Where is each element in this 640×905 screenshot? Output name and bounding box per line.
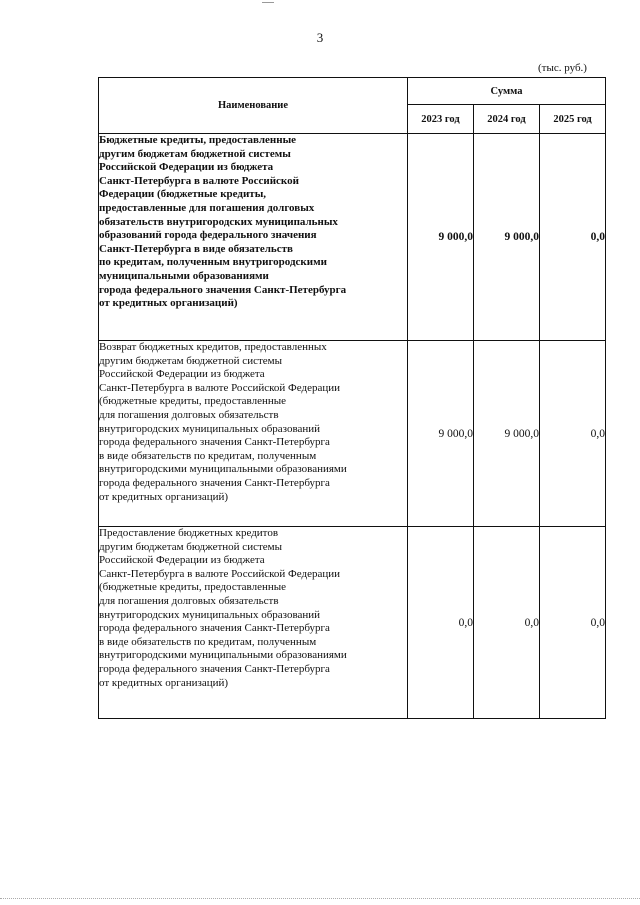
- value-2023: 9 000,0: [408, 341, 474, 527]
- value-2024: 9 000,0: [474, 341, 540, 527]
- table-header-row: [99, 78, 606, 105]
- table-row: [99, 134, 606, 341]
- row-name-cell: [99, 134, 408, 341]
- header-year-2023: 2023 год: [408, 105, 474, 134]
- page-number: 3: [316, 30, 324, 45]
- table-row: [99, 527, 606, 719]
- value-2023: 9 000,0: [408, 134, 474, 341]
- row-name-text: Возврат бюджетных кредитов, предоставленных другим бюджетам бюджетной системы Российской Федерации из бюджета Санкт-Петербурга в валюте Российской Федерации (бюджетные кредиты, предоставленные для погашения долговых обязательств внутригородских муниципальных образований города федерального значения Санкт-Петербурга в виде обязательств по кредитам, полученным внутригородскими муниципальными образованиями города федерального значения Санкт-Петербурга от кредитных организаций): [99, 341, 347, 503]
- row-name-cell: [99, 341, 408, 527]
- value-2025: 0,0: [540, 527, 606, 719]
- unit-note: (тыс. руб.): [538, 62, 587, 74]
- row-name-cell: [99, 527, 408, 719]
- header-sum: Сумма: [408, 78, 606, 105]
- value-2024: 0,0: [474, 527, 540, 719]
- row-name-text: Предоставление бюджетных кредитов другим бюджетам бюджетной системы Российской Федерации из бюджета Санкт-Петербурга в валюте Российской Федерации (бюджетные кредиты, предоставленные для погашения долговых обязательств внутригородских муниципальных образований города федерального значения Санкт-Петербурга в виде обязательств по кредитам, полученным внутригородскими муниципальными образованиями города федерального значения Санкт-Петербурга от кредитных организаций): [99, 527, 347, 689]
- budget-table: [98, 77, 606, 719]
- value-2023: 0,0: [408, 527, 474, 719]
- header-year-2025: 2025 год: [540, 105, 606, 134]
- scan-artifact-bottom: [0, 898, 640, 900]
- value-2025: 0,0: [540, 134, 606, 341]
- header-name: Наименование: [99, 78, 408, 134]
- value-2025: 0,0: [540, 341, 606, 527]
- scan-artifact-top: [262, 2, 274, 3]
- row-name-text: Бюджетные кредиты, предоставленные другим бюджетам бюджетной системы Российской Федерации из бюджета Санкт-Петербурга в валюте Российской Федерации (бюджетные кредиты, предоставленные для погашения долговых обязательств внутригородских муниципальных образований города федерального значения Санкт-Петербурга в виде обязательств по кредитам, полученным внутригородскими муниципальными образованиями города федерального значения Санкт-Петербурга от кредитных организаций): [99, 134, 347, 310]
- value-2024: 9 000,0: [474, 134, 540, 341]
- table-row: [99, 341, 606, 527]
- header-year-2024: 2024 год: [474, 105, 540, 134]
